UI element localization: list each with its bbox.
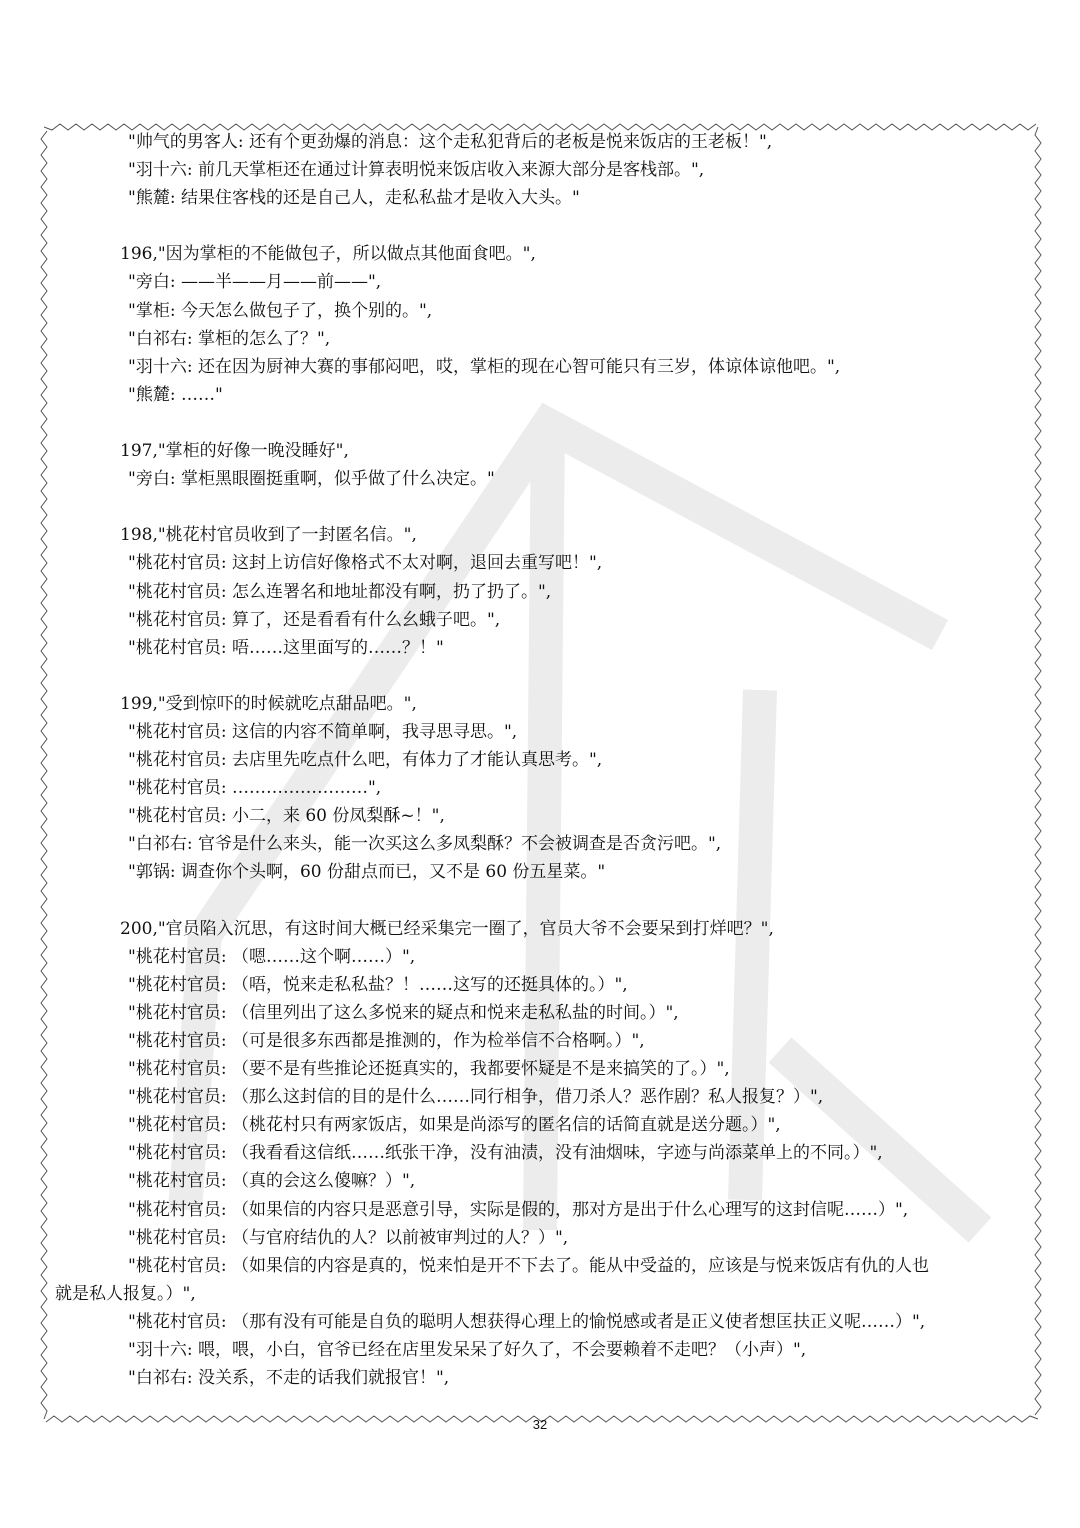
section-heading-198: 198,"桃花村官员收到了一封匿名信。", <box>120 525 417 546</box>
dialogue-line: "桃花村官员: （桃花村只有两家饭店，如果是尚添写的匿名信的话简直就是送分题。）", <box>128 1115 781 1136</box>
document-body <box>0 128 1080 1392</box>
dialogue-line: "桃花村官员: （那有没有可能是自负的聪明人想获得心理上的愉悦感或者是正义使者想匡扶正义呢……）", <box>128 1311 926 1332</box>
section-heading-196: 196,"因为掌柜的不能做包子，所以做点其他面食吧。", <box>120 244 536 265</box>
dialogue-line: "桃花村官员: （要不是有些推论还挺真实的，我都要怀疑是不是来搞笑的了。）", <box>128 1059 730 1080</box>
dialogue-line: "白祁右: 没关系，不走的话我们就报官！", <box>128 1368 450 1389</box>
dialogue-line: "桃花村官员: （我看看这信纸……纸张干净，没有油渍，没有油烟味，字迹与尚添菜单上的不同。）", <box>128 1143 883 1164</box>
dialogue-line: "桃花村官员: 怎么连署名和地址都没有啊，扔了扔了。", <box>128 581 552 602</box>
section-heading-199: 199,"受到惊吓的时候就吃点甜品吧。", <box>120 693 417 714</box>
dialogue-line: "旁白: ——半——月——前——", <box>128 272 382 293</box>
blank-line <box>0 493 1080 521</box>
dialogue-line: "桃花村官员: （真的会这么傻嘛？）", <box>128 1171 416 1192</box>
dialogue-line: "白祁右: 官爷是什么来头，能一次买这么多凤梨酥？不会被调查是否贪污吧。", <box>128 834 722 855</box>
dialogue-line: "羽十六: 前几天掌柜还在通过计算表明悦来饭店收入来源大部分是客栈部。", <box>128 160 705 181</box>
dialogue-line: "桃花村官员: （信里列出了这么多悦来的疑点和悦来走私私盐的时间。）", <box>128 1002 679 1023</box>
dialogue-line: "白祁右: 掌柜的怎么了？", <box>128 328 331 349</box>
dialogue-line: "熊麓: ……" <box>128 384 223 405</box>
dialogue-line: "桃花村官员: 唔……这里面写的……？！" <box>128 637 444 658</box>
dialogue-line: "桃花村官员: 这信的内容不简单啊，我寻思寻思。", <box>128 721 518 742</box>
blank-line <box>0 887 1080 915</box>
dialogue-line: "桃花村官员: （嗯……这个啊……）", <box>128 946 416 967</box>
dialogue-line: "桃花村官员: ……………………", <box>128 778 382 799</box>
blank-line <box>0 212 1080 240</box>
dialogue-line: "桃花村官员: （如果信的内容只是恶意引导，实际是假的，那对方是出于什么心理写的这封信呢……）", <box>128 1199 909 1220</box>
blank-line <box>0 662 1080 690</box>
dialogue-line: "郭锅: 调查你个头啊，60 份甜点而已，又不是 60 份五星菜。" <box>128 862 606 883</box>
dialogue-line: "桃花村官员: 算了，还是看看有什么幺蛾子吧。", <box>128 609 501 630</box>
section-heading-197: 197,"掌柜的好像一晚没睡好", <box>120 441 349 462</box>
dialogue-line: "桃花村官员: 小二，来 60 份凤梨酥~！", <box>128 806 445 827</box>
dialogue-line: "熊麓: 结果住客栈的还是自己人，走私私盐才是收入大头。" <box>128 188 580 209</box>
dialogue-line: "羽十六: 还在因为厨神大赛的事郁闷吧，哎，掌柜的现在心智可能只有三岁，体谅体谅他吧。", <box>128 356 841 377</box>
dialogue-line: "桃花村官员: 去店里先吃点什么吧，有体力了才能认真思考。", <box>128 750 603 771</box>
dialogue-line: "旁白: 掌柜黑眼圈挺重啊，似乎做了什么决定。" <box>128 469 495 490</box>
dialogue-line-continuation: 就是私人报复。）", <box>55 1283 196 1304</box>
dialogue-line: "掌柜: 今天怎么做包子了，换个别的。", <box>128 300 433 321</box>
dialogue-line: "桃花村官员: （如果信的内容是真的，悦来怕是开不下去了。能从中受益的，应该是与悦来饭店有仇的人也 <box>128 1255 929 1276</box>
blank-line <box>0 409 1080 437</box>
section-heading-200: 200,"官员陷入沉思，有这时间大概已经采集完一圈了，官员大爷不会要呆到打烊吧？", <box>120 918 774 939</box>
dialogue-line: "桃花村官员: （与官府结仇的人？以前被审判过的人？）", <box>128 1227 569 1248</box>
dialogue-line: "桃花村官员: 这封上访信好像格式不太对啊，退回去重写吧！", <box>128 553 603 574</box>
dialogue-line: "桃花村官员: （那么这封信的目的是什么……同行相争，借刀杀人？恶作剧？私人报复？）", <box>128 1087 824 1108</box>
dialogue-line: "帅气的男客人: 还有个更劲爆的消息：这个走私犯背后的老板是悦来饭店的王老板！", <box>128 132 773 152</box>
page-number: 32 <box>532 1417 548 1432</box>
dialogue-line: "羽十六: 喂，喂，小白，官爷已经在店里发呆呆了好久了，不会要赖着不走吧？（小声）", <box>128 1340 807 1361</box>
dialogue-line: "桃花村官员: （可是很多东西都是推测的，作为检举信不合格啊。）", <box>128 1031 645 1051</box>
dialogue-line: "桃花村官员: （唔，悦来走私私盐？！……这写的还挺具体的。）", <box>128 974 628 995</box>
